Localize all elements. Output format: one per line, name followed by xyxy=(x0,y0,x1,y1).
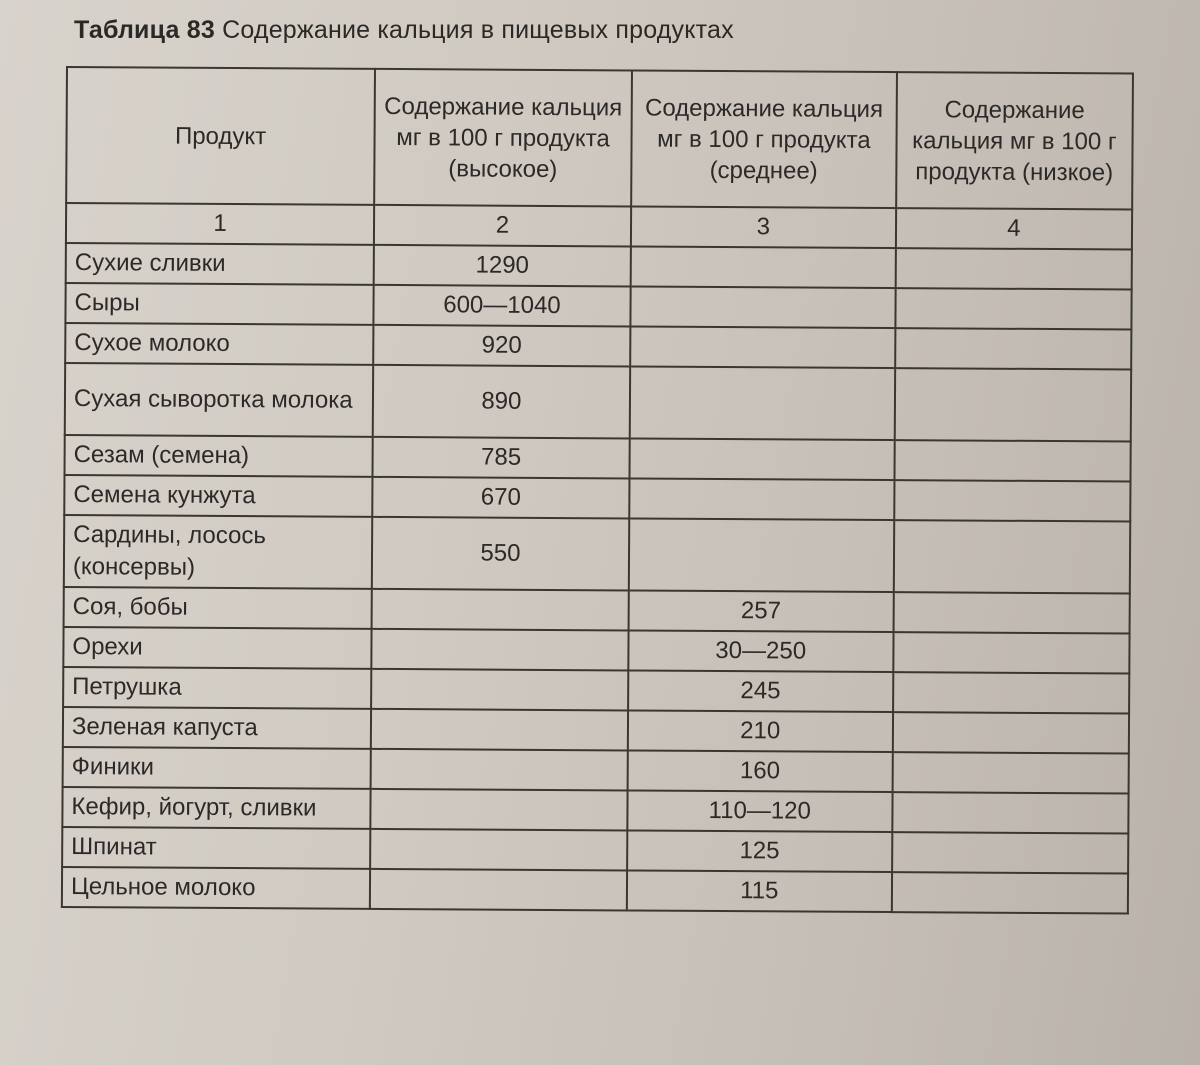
table-number: Таблица 83 xyxy=(74,16,215,44)
calcium-medium: 257 xyxy=(628,590,893,632)
product-name: Семена кунжута xyxy=(64,475,372,517)
table-row xyxy=(65,363,1131,442)
calcium-high: 600—1040 xyxy=(374,285,631,327)
calcium-medium: 125 xyxy=(627,830,892,872)
product-name: Сухие сливки xyxy=(66,243,374,285)
calcium-low xyxy=(893,712,1129,753)
calcium-medium: 110—120 xyxy=(627,790,892,832)
product-name: Сезам (семена) xyxy=(65,435,373,477)
calcium-low xyxy=(894,368,1131,441)
calcium-low xyxy=(894,440,1130,481)
calcium-table xyxy=(61,66,1134,915)
product-name: Петрушка xyxy=(63,667,371,709)
calcium-high xyxy=(372,589,629,631)
table-row xyxy=(64,515,1130,594)
calcium-medium: 115 xyxy=(627,870,892,912)
calcium-low xyxy=(895,248,1131,289)
calcium-medium: 245 xyxy=(628,670,893,712)
table-caption xyxy=(74,16,734,45)
calcium-low xyxy=(893,632,1129,673)
table-row xyxy=(63,707,1129,754)
calcium-low xyxy=(894,480,1130,521)
table-title: Содержание кальция в пищевых продуктах xyxy=(222,16,734,44)
table-row xyxy=(66,243,1132,290)
header-row xyxy=(66,67,1133,210)
product-name: Сухое молоко xyxy=(65,323,373,365)
calcium-high xyxy=(370,829,627,871)
calcium-high: 785 xyxy=(373,437,630,479)
calcium-low xyxy=(892,832,1128,873)
product-name: Сыры xyxy=(65,283,373,325)
header-high: Содержание кальция мг в 100 г продукта (высокое) xyxy=(374,69,632,207)
table-row xyxy=(63,747,1129,794)
table-row xyxy=(65,435,1131,482)
calcium-medium: 160 xyxy=(627,750,892,792)
calcium-medium xyxy=(630,366,895,440)
column-number: 3 xyxy=(631,206,896,248)
product-name: Финики xyxy=(63,747,371,789)
column-number-row xyxy=(66,203,1132,250)
header-medium: Содержание кальция мг в 100 г продукта (среднее) xyxy=(631,70,897,208)
calcium-low xyxy=(892,752,1128,793)
product-name: Орехи xyxy=(63,627,371,669)
table-row xyxy=(62,787,1128,834)
calcium-high xyxy=(371,629,628,671)
calcium-high: 920 xyxy=(373,325,630,367)
calcium-low xyxy=(895,288,1131,329)
calcium-low xyxy=(892,872,1128,913)
calcium-low xyxy=(892,792,1128,833)
calcium-medium: 210 xyxy=(628,710,893,752)
product-name: Цельное молоко xyxy=(62,867,370,909)
product-name: Шпинат xyxy=(62,827,370,869)
calcium-high: 890 xyxy=(373,365,630,439)
calcium-medium xyxy=(630,326,895,368)
calcium-high: 1290 xyxy=(374,245,631,287)
product-name: Сухая сыворотка молока xyxy=(65,363,374,437)
calcium-medium xyxy=(629,438,894,480)
table-row xyxy=(64,475,1130,522)
product-name: Зеленая капуста xyxy=(63,707,371,749)
calcium-low xyxy=(893,672,1129,713)
calcium-high xyxy=(370,869,627,911)
calcium-high xyxy=(370,789,627,831)
calcium-low xyxy=(895,328,1131,369)
table-row xyxy=(63,627,1129,674)
calcium-high xyxy=(371,749,628,791)
calcium-high: 550 xyxy=(372,517,629,591)
calcium-high xyxy=(371,709,628,751)
column-number: 1 xyxy=(66,203,374,245)
calcium-low xyxy=(894,520,1131,593)
table-row xyxy=(62,867,1128,914)
product-name: Соя, бобы xyxy=(64,587,372,629)
header-product: Продукт xyxy=(66,67,375,205)
table-row xyxy=(62,827,1128,874)
table-row xyxy=(63,667,1129,714)
table-row xyxy=(65,323,1131,370)
product-name: Сардины, лосось (консервы) xyxy=(64,515,373,589)
calcium-medium xyxy=(630,286,895,328)
column-number: 2 xyxy=(374,205,631,247)
column-number: 4 xyxy=(896,208,1132,249)
calcium-medium: 30—250 xyxy=(628,630,893,672)
table-row xyxy=(65,283,1131,330)
product-name: Кефир, йогурт, сливки xyxy=(62,787,370,829)
calcium-medium xyxy=(629,518,894,592)
header-low: Содержание кальция мг в 100 г продукта (низкое) xyxy=(896,72,1133,209)
calcium-medium xyxy=(630,246,895,288)
calcium-medium xyxy=(629,478,894,520)
table-row xyxy=(64,587,1130,634)
calcium-high xyxy=(371,669,628,711)
calcium-low xyxy=(893,592,1129,633)
calcium-high: 670 xyxy=(372,477,629,519)
